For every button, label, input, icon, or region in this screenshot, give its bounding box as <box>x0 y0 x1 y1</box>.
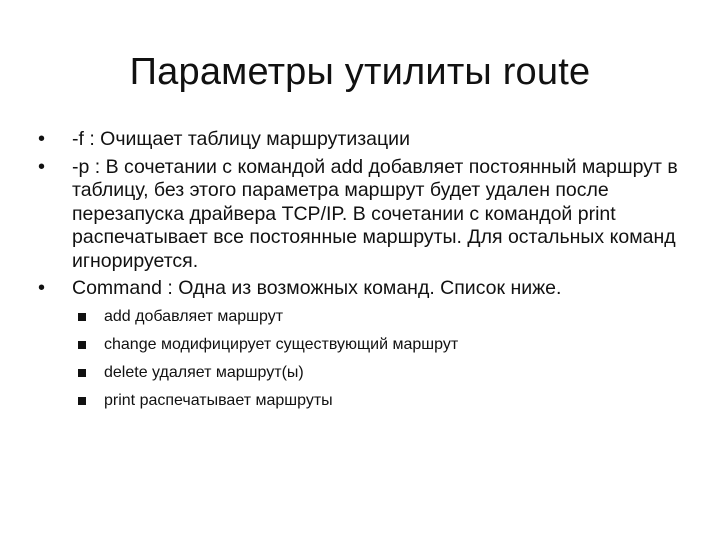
square-bullet-icon <box>78 313 86 321</box>
sub-bullet-item <box>38 391 688 411</box>
sub-bullet-text: add добавляет маршрут <box>104 307 284 325</box>
slide-content <box>38 128 688 419</box>
bullet-text: -p : В сочетании с командой add добавляет постоянный маршрут в таблицу, без этого параметра маршрут будет удален после перезапуска драйвера TCP/IP. В сочетании с командой print распечатывает все постоянные маршруты. Для остальных команд игнорируется. <box>72 155 678 272</box>
bullet-dot-icon: • <box>38 128 46 150</box>
sub-bullet-item <box>38 363 688 383</box>
square-bullet-icon <box>78 341 86 349</box>
bullet-dot-icon: • <box>38 277 46 299</box>
bullet-item <box>38 128 688 152</box>
sub-bullet-text: print распечатывает маршруты <box>104 391 333 409</box>
sub-bullet-item <box>38 335 688 355</box>
square-bullet-icon <box>78 397 86 405</box>
bullet-text: Command : Одна из возможных команд. Список ниже. <box>72 277 562 299</box>
slide-title: Параметры утилиты route <box>129 51 591 93</box>
bullet-item <box>38 277 688 301</box>
square-bullet-icon <box>78 369 86 377</box>
bullet-item <box>38 156 688 274</box>
sub-bullet-list <box>38 307 688 411</box>
sub-bullet-text: delete удаляет маршрут(ы) <box>104 363 304 381</box>
sub-bullet-text: change модифицирует существующий маршрут <box>104 335 459 353</box>
sub-bullet-item <box>38 307 688 327</box>
bullet-text: -f : Очищает таблицу маршрутизации <box>72 128 410 150</box>
bullet-dot-icon: • <box>38 155 46 178</box>
